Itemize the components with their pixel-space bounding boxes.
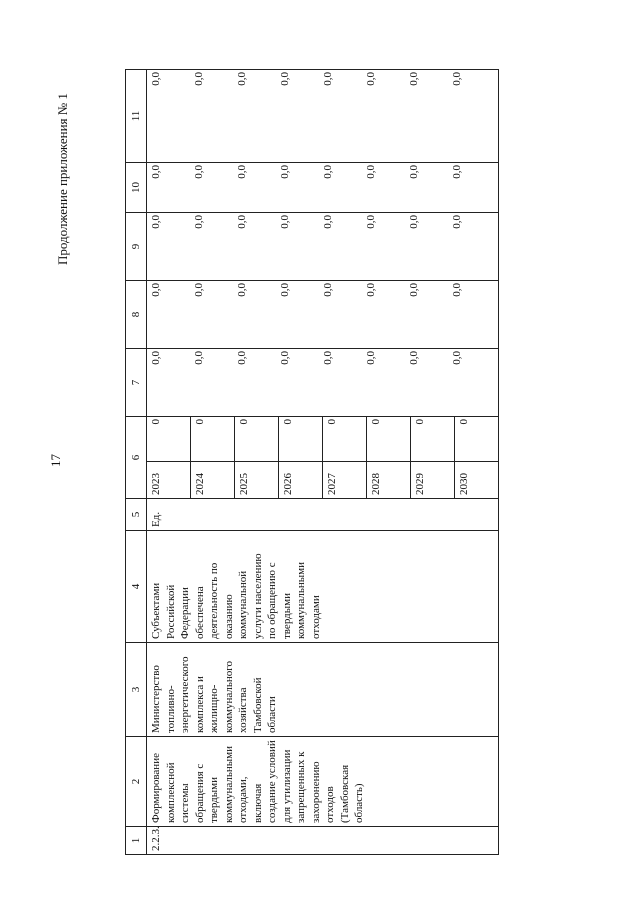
header-cell: 7 (126, 349, 147, 417)
text-line: Тамбовской (251, 677, 264, 733)
col11-values (147, 70, 499, 163)
year-row (367, 417, 411, 498)
base-value: 0 (279, 417, 323, 462)
year: 2030 (455, 462, 499, 499)
text-line: твердыми (280, 592, 293, 639)
value: 0,0 (408, 165, 420, 179)
year: 2029 (411, 462, 455, 499)
text-line: обеспечена (193, 586, 206, 639)
value: 0,0 (150, 215, 162, 229)
col7-values (147, 349, 499, 417)
text-line: Субъектами (150, 582, 162, 639)
text-line: топливно- (164, 685, 177, 733)
text-line: деятельность по (208, 562, 220, 639)
year: 2026 (279, 462, 323, 499)
text-line: системы (179, 783, 191, 823)
value: 0,0 (408, 283, 420, 297)
value: 0,0 (451, 351, 463, 365)
text-line: отходами (309, 595, 322, 639)
value: 0,0 (193, 283, 205, 297)
value: 0,0 (322, 165, 334, 179)
header-cell: 11 (126, 70, 147, 163)
text-line: запрещенных к (295, 751, 307, 823)
header-cell: 8 (126, 281, 147, 349)
value: 0,0 (150, 283, 162, 297)
text-line: Федерации (179, 587, 191, 639)
value: 0,0 (279, 165, 291, 179)
value: 0,0 (365, 165, 377, 179)
text-line: комплексной (164, 762, 177, 823)
year: 2024 (191, 462, 235, 499)
col8-values (147, 281, 499, 349)
header-cell: 9 (126, 213, 147, 281)
table-row (147, 70, 499, 855)
text-line: Российской (164, 584, 177, 639)
base-value: 0 (191, 417, 235, 462)
header-cell: 3 (126, 643, 147, 737)
col9-values (147, 213, 499, 281)
year: 2027 (323, 462, 367, 499)
base-value: 0 (147, 417, 191, 462)
header-row (126, 70, 147, 855)
value: 0,0 (365, 72, 377, 86)
text-line: коммунальными (295, 562, 307, 639)
col10-values (147, 163, 499, 213)
value: 0,0 (279, 72, 291, 86)
value: 0,0 (279, 215, 291, 229)
base-value: 0 (323, 417, 367, 462)
years-table (147, 417, 498, 498)
value: 0,0 (236, 351, 248, 365)
row-result (147, 531, 499, 643)
value: 0,0 (408, 215, 420, 229)
text-line: области (266, 696, 278, 733)
text-line: коммунальными (222, 746, 235, 823)
year-row (235, 417, 279, 498)
value: 0,0 (236, 283, 248, 297)
appendix-subtitle: Продолжение приложения № 1 (55, 93, 70, 265)
text-line: оказанию (222, 594, 235, 639)
value: 0,0 (236, 72, 248, 86)
base-value: 0 (458, 419, 470, 425)
value: 0,0 (150, 165, 162, 179)
header-cell: 5 (126, 499, 147, 531)
value: 0,0 (279, 351, 291, 365)
text-line: Формирование (150, 753, 162, 823)
text-line: захоронению (309, 761, 322, 823)
value: 0,0 (365, 215, 377, 229)
years-cell (147, 417, 499, 499)
header-cell: 10 (126, 163, 147, 213)
header-cell: 1 (126, 827, 147, 855)
text-line: твердыми (208, 776, 220, 823)
value: 0,0 (322, 351, 334, 365)
text-line: жилищно- (208, 684, 220, 733)
row-number: 2.2.3. (147, 827, 499, 855)
value: 0,0 (408, 351, 420, 365)
text-line: коммунальной (237, 570, 249, 639)
page-number: 17 (48, 454, 63, 467)
row-name (147, 737, 499, 827)
text-line: создание условий (266, 740, 278, 823)
value: 0,0 (279, 283, 291, 297)
year: 2023 (147, 462, 191, 499)
value: 0,0 (193, 72, 205, 86)
base-value: 0 (367, 417, 411, 462)
value: 0,0 (322, 283, 334, 297)
text-line: хозяйства (237, 687, 249, 733)
year-row (191, 417, 235, 498)
value: 0,0 (365, 351, 377, 365)
year-row (147, 417, 191, 498)
year-row (323, 417, 367, 498)
value: 0,0 (365, 283, 377, 297)
year: 2025 (235, 462, 279, 499)
base-value: 0 (411, 417, 455, 462)
header-cell: 4 (126, 531, 147, 643)
header-cell: 6 (126, 417, 147, 499)
value: 0,0 (451, 72, 463, 86)
value: 0,0 (236, 165, 248, 179)
text-line: коммунального (222, 661, 235, 733)
value: 0,0 (322, 72, 334, 86)
text-line: обращения с (193, 763, 206, 823)
row-responsible (147, 643, 499, 737)
year-row (279, 417, 323, 498)
data-table (125, 69, 499, 855)
text-line: Министерство (150, 665, 162, 733)
value: 0,0 (451, 165, 463, 179)
value: 0,0 (408, 72, 420, 86)
value: 0,0 (193, 165, 205, 179)
year-row (411, 417, 455, 498)
text-line: отходов (324, 786, 336, 823)
text-line: включая (251, 783, 264, 823)
row-unit: Ед. (147, 499, 499, 531)
value: 0,0 (236, 215, 248, 229)
value: 0,0 (193, 351, 205, 365)
text-line: по обращению с (266, 562, 278, 639)
base-value: 0 (235, 417, 279, 462)
text-line: энергетического (179, 656, 191, 733)
year: 2028 (367, 462, 411, 499)
text-line: область) (353, 783, 365, 823)
year-row (455, 417, 499, 498)
text-line: (Тамбовская (338, 764, 351, 823)
text-line: отходами, (237, 776, 249, 823)
text-line: для утилизации (280, 749, 293, 823)
value: 0,0 (150, 72, 162, 86)
value: 0,0 (451, 215, 463, 229)
value: 0,0 (322, 215, 334, 229)
text-line: комплекса и (193, 676, 206, 733)
value: 0,0 (193, 215, 205, 229)
header-cell: 2 (126, 737, 147, 827)
value: 0,0 (451, 283, 463, 297)
value: 0,0 (150, 351, 162, 365)
text-line: услуги населению (251, 553, 264, 639)
